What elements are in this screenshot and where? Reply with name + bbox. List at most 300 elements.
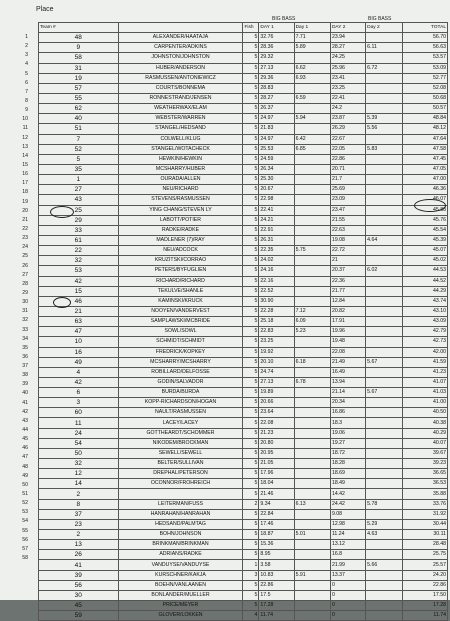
row-team: 37: [39, 509, 119, 519]
row-bb-day2: [366, 185, 402, 195]
table-row: [39, 530, 448, 540]
row-fish: 5: [243, 124, 259, 134]
row-team: 45: [39, 601, 119, 611]
row-team: 4: [39, 367, 119, 377]
table-row: [39, 83, 448, 93]
row-name: ADRIANS/RADKE: [118, 550, 243, 560]
row-place: 28: [22, 280, 28, 287]
row-bb-day1: 7.12: [294, 306, 330, 316]
row-bb-day1: [294, 256, 330, 266]
row-team: 53: [39, 266, 119, 276]
row-day1: 21.23: [259, 428, 294, 438]
row-place: 8: [25, 97, 28, 104]
row-bb-day2: [366, 215, 402, 225]
row-fish: 5: [243, 104, 259, 114]
row-total: 40.38: [402, 418, 448, 428]
row-day1: 26.34: [259, 164, 294, 174]
row-team: 61: [39, 235, 119, 245]
row-team: 31: [39, 63, 119, 73]
row-fish: 5: [243, 540, 259, 550]
row-bb-day1: 6.13: [294, 499, 330, 509]
handwritten-circle-mark: [50, 206, 74, 218]
row-place: 43: [22, 417, 28, 424]
table-row: [39, 63, 448, 73]
row-bb-day1: [294, 164, 330, 174]
row-bb-day1: 5.01: [294, 530, 330, 540]
row-bb-day2: [366, 276, 402, 286]
row-bb-day2: 6.72: [366, 63, 402, 73]
row-day1: 20.67: [259, 185, 294, 195]
row-place: 50: [22, 481, 28, 488]
row-name: BRINKMAN/BRINKMAN: [118, 540, 243, 550]
row-day2: 25.69: [330, 185, 365, 195]
row-place: 20: [22, 207, 28, 214]
row-day1: 24.59: [259, 154, 294, 164]
row-fish: 5: [243, 347, 259, 357]
row-team: 22: [39, 246, 119, 256]
row-day1: 22.35: [259, 246, 294, 256]
row-fish: 2: [243, 499, 259, 509]
row-name: BONLANDER/MUELLER: [118, 590, 243, 600]
row-name: RADKE/RADKE: [118, 225, 243, 235]
row-bb-day1: [294, 611, 330, 621]
row-name: LACEY/LACEY: [118, 418, 243, 428]
row-bb-day1: 6.85: [294, 144, 330, 154]
row-total: 48.12: [402, 124, 448, 134]
row-day1: 17.46: [259, 519, 294, 529]
row-team: 50: [39, 448, 119, 458]
table-row: [39, 408, 448, 418]
row-team: 8: [39, 499, 119, 509]
row-total: 40.07: [402, 438, 448, 448]
row-team: 23: [39, 519, 119, 529]
table-row: [39, 306, 448, 316]
table-row: [39, 317, 448, 327]
row-place: 6: [25, 79, 28, 86]
row-day2: 23.41: [330, 73, 365, 83]
row-day1: 11.74: [259, 611, 294, 621]
row-day2: 0: [330, 611, 365, 621]
row-team: 30: [39, 590, 119, 600]
row-total: 50.68: [402, 93, 448, 103]
row-day1: 19.89: [259, 388, 294, 398]
row-bb-day2: [366, 367, 402, 377]
row-bb-day2: [366, 205, 402, 215]
row-total: 47.45: [402, 154, 448, 164]
row-place: 21: [22, 216, 28, 223]
row-bb-day1: 5.94: [294, 114, 330, 124]
row-day2: 19.06: [330, 428, 365, 438]
row-total: 44.29: [402, 286, 448, 296]
row-team: 24: [39, 428, 119, 438]
row-name: COLWELL/KLUG: [118, 134, 243, 144]
row-bb-day1: [294, 225, 330, 235]
row-day2: 24.2: [330, 104, 365, 114]
row-day1: 22.84: [259, 509, 294, 519]
row-total: 17.50: [402, 590, 448, 600]
table-row: [39, 286, 448, 296]
table-row: [39, 43, 448, 53]
row-day2: 9.08: [330, 509, 365, 519]
row-bb-day2: 5.78: [366, 499, 402, 509]
row-day2: 23.47: [330, 205, 365, 215]
row-name: HANRAHAN/HANRAHAN: [118, 509, 243, 519]
row-name: HEWKIN/HEWKIN: [118, 154, 243, 164]
row-bb-day1: [294, 296, 330, 306]
row-day1: 9.34: [259, 499, 294, 509]
row-day2: 14.42: [330, 489, 365, 499]
row-name: NIKODEM/BROCKMAN: [118, 438, 243, 448]
row-bb-day2: 5.67: [366, 357, 402, 367]
row-day1: 20.95: [259, 448, 294, 458]
row-team: 56: [39, 580, 119, 590]
row-day1: 27.13: [259, 63, 294, 73]
row-name: NEU/RICHARD: [118, 185, 243, 195]
row-bb-day2: [366, 418, 402, 428]
table-row: [39, 550, 448, 560]
row-bb-day1: [294, 266, 330, 276]
row-team: 63: [39, 317, 119, 327]
row-place: 35: [22, 344, 28, 351]
row-day2: 25.96: [330, 63, 365, 73]
row-name: LABOTT/POTIER: [118, 215, 243, 225]
row-bb-day1: [294, 479, 330, 489]
row-name: MCSHARRY/HUBER: [118, 164, 243, 174]
row-name: SOWL/SOWL: [118, 327, 243, 337]
row-name: STANGEL/HEDSAND: [118, 124, 243, 134]
row-place: 53: [22, 509, 28, 516]
row-day2: 22.05: [330, 144, 365, 154]
row-place: 1: [25, 34, 28, 40]
row-bb-day1: [294, 337, 330, 347]
row-day1: 18.04: [259, 479, 294, 489]
row-team: 27: [39, 185, 119, 195]
row-total: 47.05: [402, 164, 448, 174]
row-place: 45: [22, 436, 28, 443]
row-team: 58: [39, 53, 119, 63]
row-bb-day2: [366, 459, 402, 469]
row-total: 41.03: [402, 388, 448, 398]
row-name: GOTTHEARDT/SCHOMMER: [118, 428, 243, 438]
table-row: [39, 185, 448, 195]
standings-table: [38, 22, 448, 621]
row-bb-day2: [366, 448, 402, 458]
row-bb-day2: [366, 134, 402, 144]
row-day1: 22.41: [259, 205, 294, 215]
row-day1: 22.16: [259, 276, 294, 286]
row-day1: 26.37: [259, 104, 294, 114]
row-day2: 22.08: [330, 347, 365, 357]
row-fish: 5: [243, 337, 259, 347]
row-total: 53.09: [402, 63, 448, 73]
row-bb-day1: [294, 438, 330, 448]
row-bb-day1: [294, 388, 330, 398]
row-team: 48: [39, 33, 119, 43]
row-place: 40: [22, 390, 28, 397]
row-day2: 22.67: [330, 134, 365, 144]
table-row: [39, 489, 448, 499]
handwritten-circle-mark: [414, 199, 446, 212]
row-name: KURSCHNER/KAKJA: [118, 570, 243, 580]
row-place: 41: [22, 399, 28, 406]
row-bb-day2: 4.63: [366, 530, 402, 540]
row-bb-day1: [294, 215, 330, 225]
row-team: 6: [39, 388, 119, 398]
table-row: [39, 33, 448, 43]
row-bb-day1: [294, 367, 330, 377]
row-place: 39: [22, 381, 28, 388]
row-name: TEKULVE/SHANLE: [118, 286, 243, 296]
row-day2: 19.48: [330, 337, 365, 347]
row-team: 59: [39, 611, 119, 621]
row-fish: 5: [243, 256, 259, 266]
bb-day1-header: Day 1: [294, 23, 330, 33]
row-name: STANGEL/WOTACHECK: [118, 144, 243, 154]
table-row: [39, 53, 448, 63]
row-bb-day2: 5.83: [366, 144, 402, 154]
row-name: OURADA/ALLEN: [118, 175, 243, 185]
row-day2: 23.09: [330, 195, 365, 205]
row-fish: 5: [243, 63, 259, 73]
row-bb-day1: [294, 590, 330, 600]
row-name: DREPHAL/PETERSON: [118, 469, 243, 479]
row-bb-day1: [294, 428, 330, 438]
row-team: 1: [39, 175, 119, 185]
row-bb-day1: [294, 185, 330, 195]
row-bb-day1: 5.89: [294, 43, 330, 53]
row-place: 34: [22, 335, 28, 342]
table-row: [39, 448, 448, 458]
row-total: 56.70: [402, 33, 448, 43]
row-team: 60: [39, 408, 119, 418]
row-team: 43: [39, 195, 119, 205]
table-row: [39, 104, 448, 114]
row-place: 37: [22, 363, 28, 370]
row-team: 9: [39, 43, 119, 53]
row-day2: 18.28: [330, 459, 365, 469]
row-team: 2: [39, 530, 119, 540]
row-name: GODIN/SALVADOR: [118, 377, 243, 387]
total-header: TOTAL: [402, 23, 448, 33]
table-row: [39, 124, 448, 134]
row-day2: 18.49: [330, 479, 365, 489]
row-team: 62: [39, 104, 119, 114]
row-bb-day1: 6.78: [294, 377, 330, 387]
row-total: 52.77: [402, 73, 448, 83]
row-fish: 5: [243, 276, 259, 286]
row-day1: 10.83: [259, 570, 294, 580]
header-row: [39, 23, 448, 33]
row-total: 45.02: [402, 256, 448, 266]
row-day2: 18.69: [330, 469, 365, 479]
row-day1: 17.96: [259, 469, 294, 479]
row-fish: 5: [243, 154, 259, 164]
row-bb-day1: [294, 53, 330, 63]
row-fish: 5: [243, 134, 259, 144]
table-row: [39, 479, 448, 489]
row-bb-day1: [294, 408, 330, 418]
row-bb-day1: [294, 601, 330, 611]
row-bb-day1: 6.59: [294, 93, 330, 103]
row-day2: 23.94: [330, 33, 365, 43]
row-name: NOOYEN/VANDERVEST: [118, 306, 243, 316]
row-bb-day1: [294, 398, 330, 408]
row-total: 41.23: [402, 367, 448, 377]
row-bb-day2: [366, 154, 402, 164]
row-total: 45.39: [402, 235, 448, 245]
row-total: 31.92: [402, 509, 448, 519]
row-day2: 21.14: [330, 388, 365, 398]
row-day1: 20.66: [259, 398, 294, 408]
row-day2: 23.25: [330, 83, 365, 93]
row-day2: 18.72: [330, 448, 365, 458]
row-day1: 32.76: [259, 33, 294, 43]
row-fish: 5: [243, 246, 259, 256]
row-total: 45.07: [402, 246, 448, 256]
row-bb-day2: [366, 33, 402, 43]
row-team: 49: [39, 357, 119, 367]
row-team: 5: [39, 154, 119, 164]
row-place: 5: [25, 70, 28, 77]
row-team: 47: [39, 327, 119, 337]
row-bb-day1: [294, 519, 330, 529]
row-bb-day1: 5.23: [294, 327, 330, 337]
row-fish: 3: [243, 570, 259, 580]
row-fish: 5: [243, 327, 259, 337]
row-bb-day1: 7.71: [294, 33, 330, 43]
row-day2: 24.42: [330, 499, 365, 509]
row-fish: 5: [243, 185, 259, 195]
row-name: [118, 489, 243, 499]
row-day2: 20.34: [330, 398, 365, 408]
row-name: ROBILLARD/DELFOSSE: [118, 367, 243, 377]
row-bb-day2: [366, 428, 402, 438]
big-bass-day1-header: BIG BASS: [272, 16, 296, 22]
row-total: 41.59: [402, 357, 448, 367]
row-total: 22.86: [402, 580, 448, 590]
row-day1: 24.74: [259, 367, 294, 377]
row-fish: 5: [243, 590, 259, 600]
table-row: [39, 266, 448, 276]
row-place: 29: [22, 289, 28, 296]
row-day1: 21.05: [259, 459, 294, 469]
big-bass-day2-header: BIG BASS: [368, 16, 392, 22]
row-fish: 5: [243, 519, 259, 529]
row-day2: 0: [330, 580, 365, 590]
row-day1: 22.83: [259, 327, 294, 337]
row-bb-day1: [294, 205, 330, 215]
row-place: 4: [25, 61, 28, 68]
row-fish: 5: [243, 479, 259, 489]
row-total: 53.57: [402, 53, 448, 63]
row-total: 45.88: [402, 205, 448, 215]
row-team: 52: [39, 144, 119, 154]
row-fish: 5: [243, 408, 259, 418]
row-bb-day2: [366, 246, 402, 256]
row-team: 29: [39, 215, 119, 225]
row-total: 47.00: [402, 175, 448, 185]
row-total: 50.57: [402, 104, 448, 114]
table-row: [39, 154, 448, 164]
row-fish: 4: [243, 611, 259, 621]
row-day1: 8.95: [259, 550, 294, 560]
row-team: 2: [39, 489, 119, 499]
row-day1: 25.53: [259, 144, 294, 154]
row-fish: 5: [243, 43, 259, 53]
table-row: [39, 246, 448, 256]
row-day1: 24.02: [259, 256, 294, 266]
row-total: 17.28: [402, 601, 448, 611]
table-row: [39, 540, 448, 550]
row-total: 30.44: [402, 519, 448, 529]
row-fish: 5: [243, 175, 259, 185]
row-day1: 23.64: [259, 408, 294, 418]
row-fish: 5: [243, 215, 259, 225]
row-total: 40.29: [402, 428, 448, 438]
row-bb-day2: [366, 469, 402, 479]
row-team: 25: [39, 205, 119, 215]
table-row: [39, 164, 448, 174]
table-row: [39, 428, 448, 438]
row-bb-day1: [294, 489, 330, 499]
row-team: 11: [39, 418, 119, 428]
row-name: RONNESTRAND/JENSEN: [118, 93, 243, 103]
row-place: 30: [22, 299, 28, 306]
row-bb-day1: [294, 580, 330, 590]
table-row: [39, 560, 448, 570]
row-bb-day2: [366, 286, 402, 296]
row-fish: 5: [243, 367, 259, 377]
row-bb-day1: [294, 509, 330, 519]
row-name: WEBSTER/WARREN: [118, 114, 243, 124]
row-place: 16: [22, 171, 28, 178]
row-bb-day2: [366, 570, 402, 580]
handwritten-circle-mark: [53, 297, 71, 308]
table-row: [39, 509, 448, 519]
row-bb-day1: [294, 418, 330, 428]
row-bb-day2: [366, 164, 402, 174]
row-team: 26: [39, 550, 119, 560]
row-bb-day2: [366, 550, 402, 560]
row-team: 32: [39, 459, 119, 469]
row-fish: 5: [243, 530, 259, 540]
row-name: JOHNSTON/JOHNSTON: [118, 53, 243, 63]
row-fish: 5: [243, 73, 259, 83]
row-name: VANDUYSE/VANDUYSE: [118, 560, 243, 570]
row-place: 25: [22, 253, 28, 260]
row-team: 14: [39, 479, 119, 489]
row-day1: 28.36: [259, 43, 294, 53]
row-bb-day2: [366, 611, 402, 621]
row-team: 57: [39, 83, 119, 93]
row-bb-day2: [366, 438, 402, 448]
row-fish: 5: [243, 580, 259, 590]
row-bb-day2: 5.39: [366, 114, 402, 124]
row-name: HUBER/ANDERSON: [118, 63, 243, 73]
row-bb-day2: [366, 296, 402, 306]
row-bb-day2: [366, 53, 402, 63]
row-day2: 13.94: [330, 377, 365, 387]
row-bb-day2: [366, 83, 402, 93]
table-row: [39, 93, 448, 103]
row-bb-day1: [294, 286, 330, 296]
row-day1: 22.91: [259, 225, 294, 235]
row-day2: 20.82: [330, 306, 365, 316]
row-name: SAMPLAWSKI/MCBRIDE: [118, 317, 243, 327]
row-place: 44: [22, 427, 28, 434]
row-fish: 5: [243, 489, 259, 499]
row-bb-day1: [294, 276, 330, 286]
